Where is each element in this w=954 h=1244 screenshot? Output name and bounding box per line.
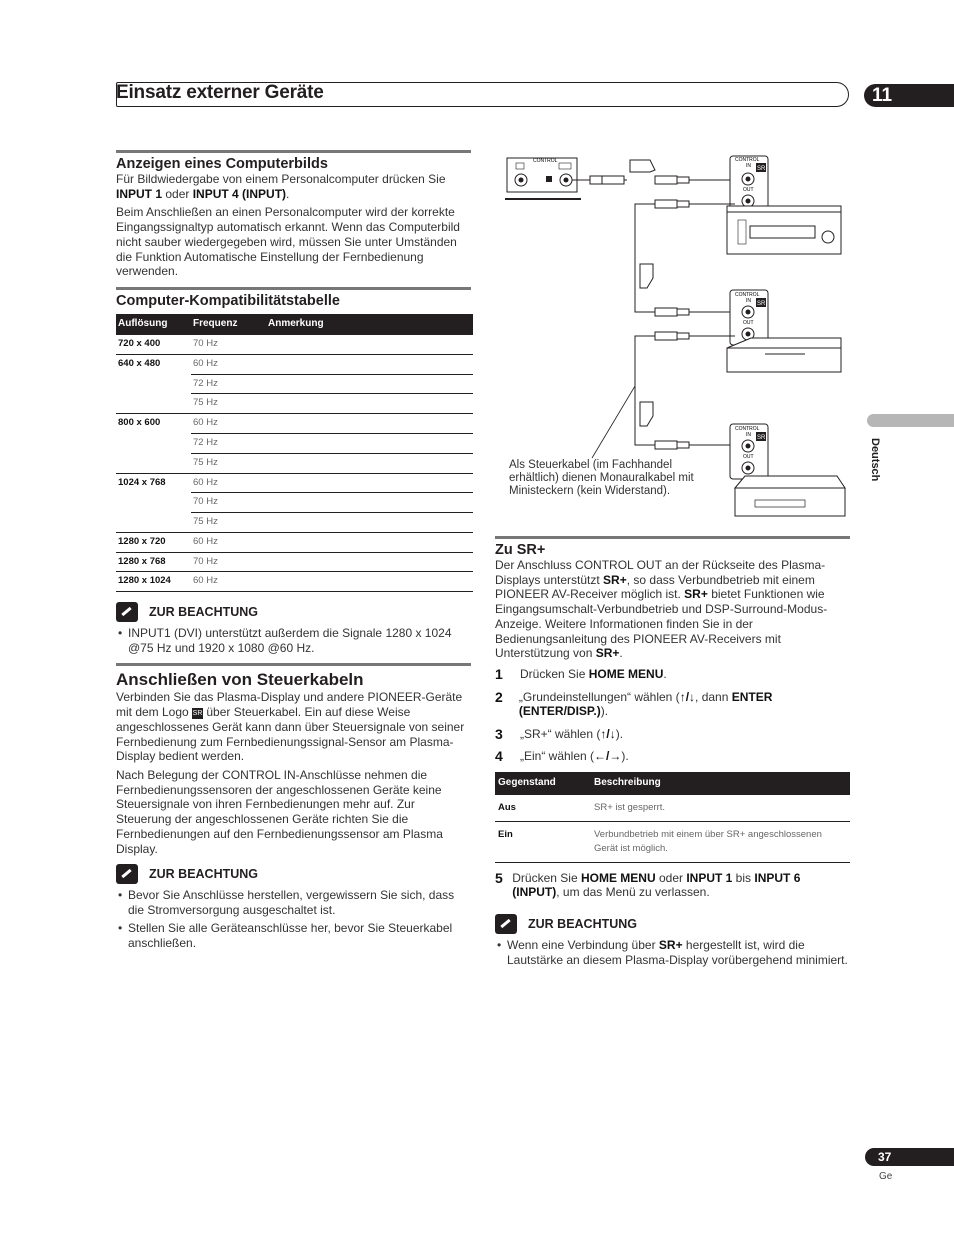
note-header-3: ZUR BEACHTUNG — [495, 914, 850, 934]
note-item: • Bevor Sie Anschlüsse herstellen, vergewissern Sie sich, dass die Stromversorgung ausgeschaltet ist. — [116, 888, 471, 917]
resolution-cell — [116, 493, 191, 513]
note-item: • Stellen Sie alle Geräteanschlüsse her, bevor Sie Steuerkabel anschließen. — [116, 921, 471, 950]
frequency-cell: 75 Hz — [191, 513, 266, 533]
note-header-2: ZUR BEACHTUNG — [116, 864, 471, 884]
computer-paragraph-1: Für Bildwiedergabe von einem Personalcomputer drücken Sie INPUT 1 oder INPUT 4 (INPUT). — [116, 172, 446, 201]
page-language-code: Ge — [879, 1171, 893, 1182]
compat-table — [116, 314, 473, 592]
note-cell — [266, 532, 473, 552]
left-right-arrow-icon: ←/→ — [594, 749, 622, 764]
frequency-cell: 60 Hz — [191, 532, 266, 552]
resolution-cell: 800 x 600 — [116, 414, 191, 434]
sr-logo-icon: SR — [192, 709, 203, 717]
svg-text:IN: IN — [746, 432, 751, 438]
note-cell — [266, 334, 473, 354]
table-row: Ein Verbundbetrieb mit einem über SR+ angeschlossenen Gerät ist möglich. — [495, 821, 850, 862]
step-2: 2 „Grundeinstellungen“ wählen (↑/↓, dann ENTER (ENTER/DISP.)). — [495, 688, 773, 719]
resolution-cell: 720 x 400 — [116, 334, 191, 354]
note-cell — [266, 572, 473, 592]
svg-text:IN: IN — [746, 163, 751, 169]
chapter-title: Einsatz externer Geräte — [116, 82, 324, 103]
frequency-cell: 60 Hz — [191, 572, 266, 592]
note-cell — [266, 354, 473, 374]
step-4: 4 „Ein“ wählen (←/→). — [495, 748, 629, 765]
resolution-cell: 1280 x 1024 — [116, 572, 191, 592]
device3-control-label: CONTROL — [735, 426, 760, 432]
table-row — [116, 433, 473, 453]
table-row — [116, 552, 473, 572]
table-row — [116, 354, 473, 374]
note-cell — [266, 493, 473, 513]
table-row — [116, 414, 473, 434]
frequency-cell: 60 Hz — [191, 473, 266, 493]
chapter-number: 11 — [864, 84, 954, 107]
language-label: Deutsch — [869, 438, 881, 482]
compat-table-title: Computer-Kompatibilitätstabelle — [116, 287, 471, 309]
frequency-cell: 72 Hz — [191, 374, 266, 394]
resolution-cell: 1280 x 768 — [116, 552, 191, 572]
frequency-cell: 75 Hz — [191, 394, 266, 414]
device2-control-label: CONTROL — [735, 292, 760, 298]
table-row — [116, 513, 473, 533]
note-cell — [266, 552, 473, 572]
step-list — [495, 667, 850, 764]
right-column — [495, 536, 850, 971]
table-row — [116, 334, 473, 354]
svg-text:OUT: OUT — [743, 187, 754, 193]
pencil-note-icon — [116, 602, 138, 622]
note-list-2 — [116, 888, 471, 950]
resolution-cell: 1280 x 720 — [116, 532, 191, 552]
computer-paragraph-2: Beim Anschließen an einen Personalcomputer wird der korrekte Eingangssignaltyp automatisch erkannt. Wenn das Computerbild nicht sauber wiedergegeben wird, müssen Sie unter Umständen die Funktion Automatische Einstellung der Fernbedienung verwenden. — [116, 205, 460, 279]
table-row: Aus SR+ ist gesperrt. — [495, 795, 850, 822]
sr-logo-icon: SR — [757, 166, 766, 172]
note-cell — [266, 473, 473, 493]
col-header-resolution: Auflösung — [116, 314, 191, 335]
note-item: • INPUT1 (DVI) unterstützt außerdem die Signale 1280 x 1024 @75 Hz und 1920 x 1080 @60 Hz. — [116, 626, 471, 655]
note-cell — [266, 513, 473, 533]
col-header-frequency: Frequenz — [191, 314, 266, 335]
sr-paragraph: Der Anschluss CONTROL OUT an der Rückseite des Plasma-Displays unterstützt SR+, so dass Verbundbetrieb mit einem PIONEER AV-Receiver möglich ist. SR+ bietet Funktionen wie Eingangsumschalt-Verbundbetrieb und DSP-Surround-Modus-Anzeige. Weitere Informationen finden Sie in der Bedienungsanleitung des PIONEER AV-Receivers mit Unterstützung von SR+. — [495, 558, 828, 661]
resolution-cell: 1024 x 768 — [116, 473, 191, 493]
frequency-cell: 75 Hz — [191, 453, 266, 473]
control-paragraph-1: Verbinden Sie das Plasma-Display und andere PIONEER-Geräte mit dem Logo SR über Steuerkabel. Ein auf diese Weise angeschlossenes Gerät kann dann über Steuersignale von seiner Fernbedienung zum Fernbedienungssignal-Sensor am Plasma-Display bedient werden. — [116, 690, 465, 764]
up-down-arrow-icon: ↑/↓ — [600, 726, 616, 741]
col-header-note: Anmerkung — [266, 314, 473, 335]
table-row — [116, 572, 473, 592]
note-cell — [266, 394, 473, 414]
language-tab — [867, 414, 954, 427]
section-title-sr: Zu SR+ — [495, 536, 850, 558]
step-5: 5 Drücken Sie HOME MENU oder INPUT 1 bis INPUT 6 (INPUT), um das Menü zu verlassen. — [495, 869, 801, 900]
svg-text:OUT: OUT — [743, 454, 754, 460]
note-list-1 — [116, 626, 471, 655]
diagram-caption: Als Steuerkabel (im Fachhandel erhältlich) dienen Monauralkabel mit Ministeckern (kein Widerstand). — [509, 459, 694, 497]
table-row — [116, 453, 473, 473]
resolution-cell: 640 x 480 — [116, 354, 191, 374]
pencil-note-icon — [116, 864, 138, 884]
frequency-cell: 70 Hz — [191, 552, 266, 572]
page-number: 37 — [865, 1148, 954, 1166]
control-paragraph-2: Nach Belegung der CONTROL IN-Anschlüsse nehmen die Fernbedienungssensoren der angeschlossenen Geräte keine Steuersignale von ihren Fernbedienungen mehr auf. Zur Steuerung der angeschlossenen Geräte richten Sie die Fernbedienungen auf den Fernbedienungssensor am Plasma Display. — [116, 767, 443, 856]
col-header-description: Beschreibung — [591, 772, 850, 795]
section-title-control: Anschließen von Steuerkabeln — [116, 663, 471, 690]
table-row — [116, 532, 473, 552]
frequency-cell: 70 Hz — [191, 334, 266, 354]
note-list-3 — [495, 938, 850, 967]
resolution-cell — [116, 433, 191, 453]
frequency-cell: 60 Hz — [191, 414, 266, 434]
panel-control-label: CONTROL — [533, 158, 558, 164]
frequency-cell: 60 Hz — [191, 354, 266, 374]
resolution-cell — [116, 453, 191, 473]
up-down-arrow-icon: ↑/↓ — [679, 689, 696, 704]
resolution-cell — [116, 374, 191, 394]
left-column — [116, 150, 471, 955]
frequency-cell: 72 Hz — [191, 433, 266, 453]
note-cell — [266, 453, 473, 473]
note-cell — [266, 414, 473, 434]
sr-logo-icon: SR — [757, 435, 766, 441]
sr-options-table — [495, 772, 850, 863]
table-row — [116, 493, 473, 513]
table-row — [116, 374, 473, 394]
table-row — [116, 394, 473, 414]
svg-text:OUT: OUT — [743, 320, 754, 326]
note-header-1: ZUR BEACHTUNG — [116, 602, 471, 622]
step-1: 1 Drücken Sie HOME MENU. — [495, 665, 667, 682]
note-item: • Wenn eine Verbindung über SR+ hergestellt ist, wird die Lautstärke an diesem Plasma-Display vorübergehend minimiert. — [495, 938, 850, 967]
frequency-cell: 70 Hz — [191, 493, 266, 513]
device1-control-label: CONTROL — [735, 157, 760, 163]
pencil-note-icon — [495, 914, 517, 934]
resolution-cell — [116, 394, 191, 414]
step-3: 3 „SR+“ wählen (↑/↓). — [495, 725, 624, 742]
resolution-cell — [116, 513, 191, 533]
section-title-computer: Anzeigen eines Computerbilds — [116, 150, 471, 172]
svg-text:IN: IN — [746, 298, 751, 304]
note-cell — [266, 433, 473, 453]
note-cell — [266, 374, 473, 394]
col-header-item: Gegenstand — [495, 772, 591, 795]
table-row — [116, 473, 473, 493]
sr-logo-icon: SR — [757, 301, 766, 307]
